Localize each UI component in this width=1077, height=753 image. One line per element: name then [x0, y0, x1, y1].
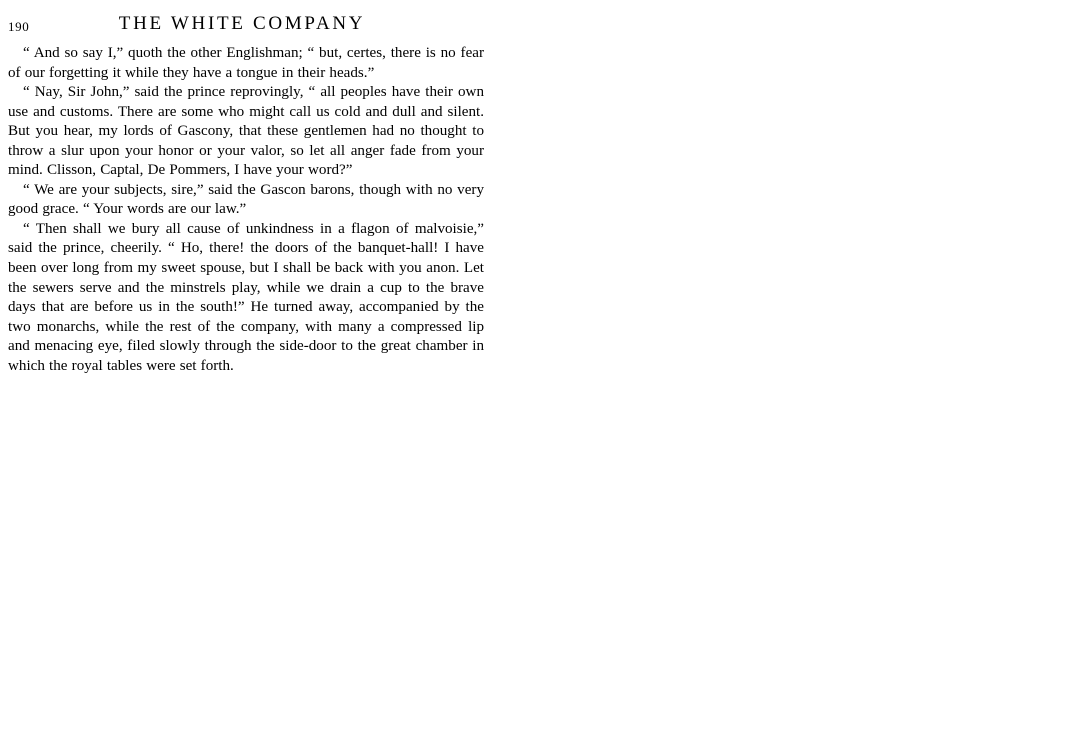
paragraph: “ Then shall we bury all cause of unkindness in a flagon of malvoisie,” said the prince, cheerily. “ Ho, there! the doors of the banquet-hall! I have been over long from my sweet spouse, but I shall be back with you anon. Let the sewers serve and the minstrels play, while we drain a cup to the brave days that are before us in the south!” He turned away, accompanied by the two monarchs, while the rest of the company, with many a compressed lip and menacing eye, filed slowly through the side-door to the great chamber in which the royal tables were set forth. — [8, 220, 484, 374]
paragraph: “ We are your subjects, sire,” said the Gascon barons, though with no very good grace. “ Your words are our law.” — [8, 181, 484, 218]
running-head — [0, 13, 484, 37]
running-title: THE WHITE COMPANY — [118, 13, 366, 34]
verso-body-text — [8, 44, 484, 376]
recto-page — [577, 0, 1077, 735]
page-number-top: 190 — [8, 19, 30, 34]
paragraph: “ And so say I,” quoth the other Englishman; “ but, certes, there is no fear of our forgetting it while they have a tongue in their heads.” — [8, 45, 484, 81]
paragraph: “ Nay, Sir John,” said the prince reprovingly, “ all peoples have their own use and customs. There are some who might call us cold and dull and silent. But you hear, my lords of Gascony, that these gentlemen had no thought to throw a slur upon your honor or your valor, so let all anger fade from your mind. Clisson, Captal, De Pommers, I have your word?” — [8, 84, 484, 179]
verso-page — [0, 0, 500, 735]
